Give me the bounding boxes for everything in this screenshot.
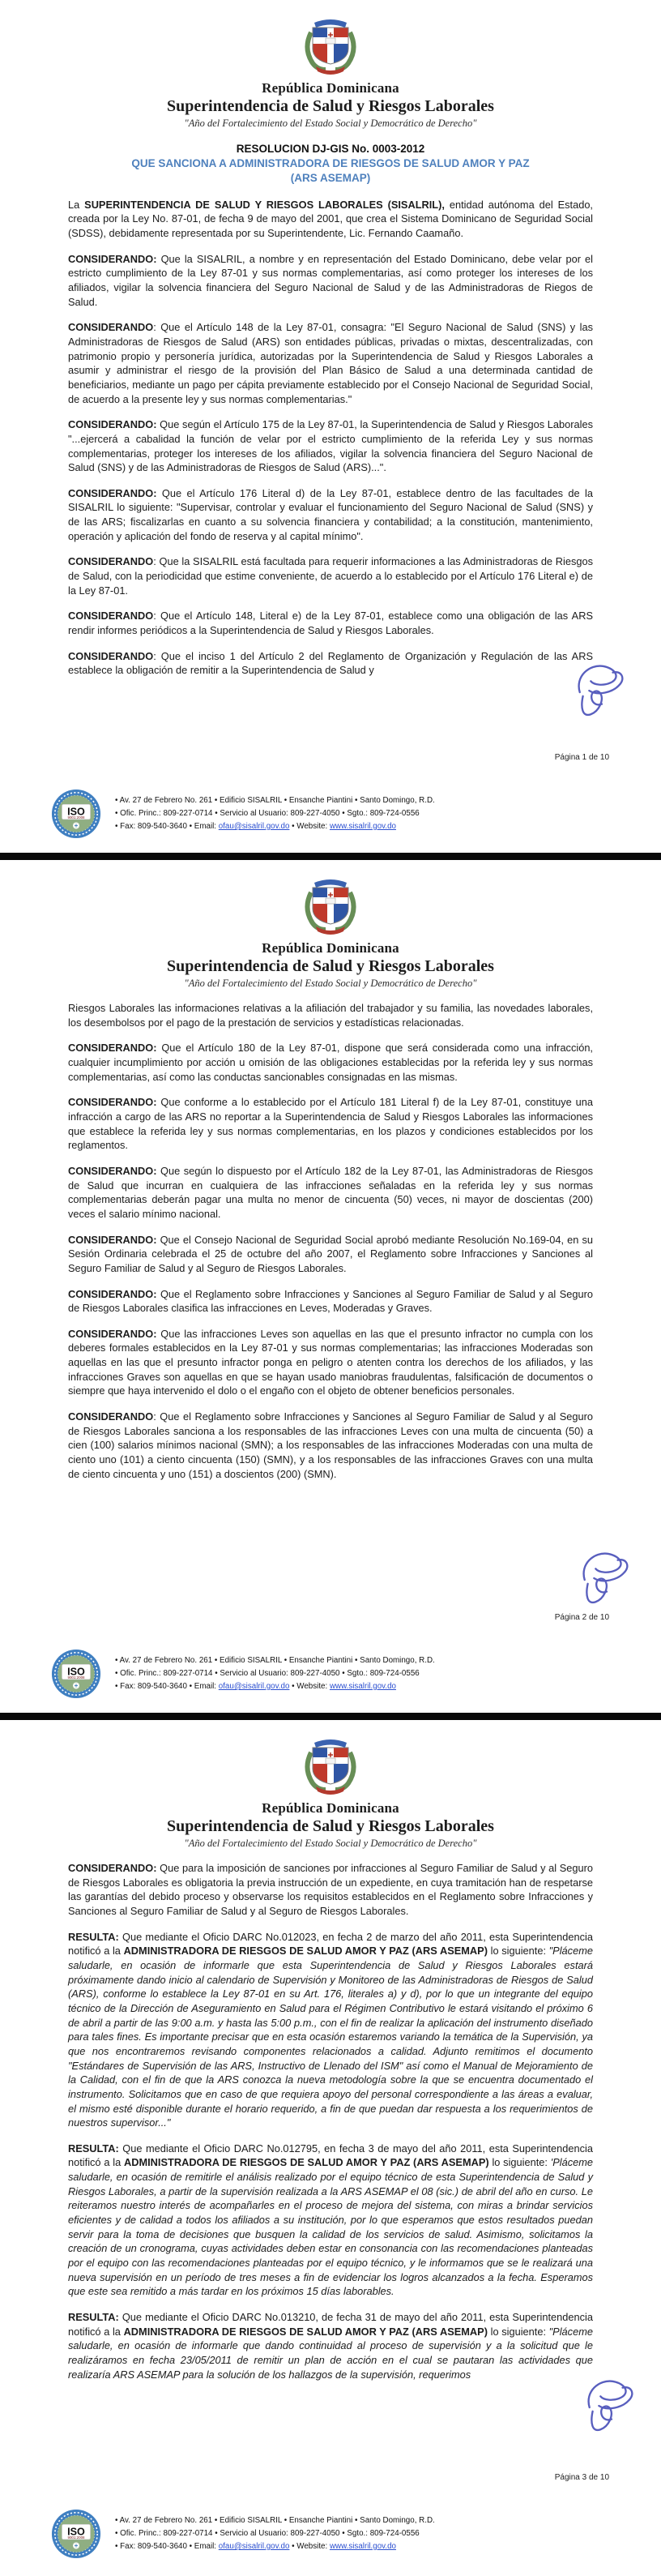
page-number: Página 2 de 10 (554, 1613, 609, 1622)
text-run: "Pláceme saludarle, en ocasión de informarle que esta Superintendencia de Salud y Riesgos Laborales estará próximamente dando inicio al calendario de Supervisión y Monitoreo de las Administradoras de Riesgos de Salud (ARS), conforme lo establece la Ley 87-01 en su Art. 176, literales a) y d), por lo que un integrante del equipo técnico de la Dirección de Aseguramiento en Salud para el Régimen Contributivo le estará visitando el próximo 6 de abril a partir de las 9:00 a.m. y hasta las 5:00 p.m., con el fin de realizar la aplicación del instrumento diseñado para tales fines. Es importante precisar que en esta ocasión estaremos variando la temática de la Supervisión, ya que nos encontraremos revisando componentes relacionados a calidad. Adjunto remitimos el documento "Estándares de Supervisión de las ARS, Instructivo de Llenado del ISM" así como el Manual de Mejoramiento de la Calidad, con el fin de que la ARS conozca la nueva metodología sobre la que se encuentra documentado el instrumento. Solicitamos que en caso de que requiera apoyo del personal correspondiente a las áreas a evaluar, el mismo esté disponible durante el horario requerido, a fin de que puedan dar respuesta a los requerimientos de nuestros supervisor..." (68, 1945, 593, 2129)
text-run: : Que la SISALRIL está facultada para requerir informaciones a las Administradoras de Riesgos de Salud, con la periodicidad que estime conveniente, de acuerdo a lo establecido por el Artículo 176 Literal e) de la Ley 87-01. (68, 555, 593, 597)
footer-link[interactable]: ofau@sisalril.gov.do (218, 821, 290, 831)
text-run: RESULTA: (68, 2311, 119, 2324)
paragraph (68, 1287, 593, 1316)
iso-9001-badge-icon (50, 2508, 102, 2560)
institution-title: Superintendencia de Salud y Riesgos Laborales (167, 97, 494, 115)
text-run: • Website: (289, 2541, 330, 2551)
resolution-title-block (0, 142, 661, 186)
text-run: La (68, 198, 85, 211)
text-run: "Pláceme saludarle, en ocasión de informarle que dando continuidad al proceso de supervisión y a la solicitud que le realizáramos en fecha 23/05/2011 de remitir un plan de acción en el cual se pautaran las actividades que realizaría ARS ASEMAP para la solución de los hallazgos de la supervisión, requerimos (68, 2325, 593, 2381)
text-run: Que mediante el Oficio DARC No.013210, de fecha 31 de mayo del año 2011, esta Superintendencia notificó a la (68, 2311, 593, 2338)
footer-line-3 (115, 2540, 435, 2553)
page-header (0, 860, 661, 990)
scan-page-divider (0, 853, 661, 860)
text-run: CONSIDERANDO: (68, 1164, 157, 1177)
text-run: CONSIDERANDO: (68, 1287, 157, 1300)
text-run: Que las infracciones Leves son aquellas en las que el presunto infractor no cumpla con los deberes formales establecidos en la Ley 87-01 y sus normas complementarias; las infracciones Moderadas son aquellas en las que el presunto infractor ponga en peligro o atenten contra los derechos de los afiliados, y las infracciones Graves son aquellas en que se hayan usado maniobras fraudulentas, falsificación de documentos o siempre que haya intervenido el dolo o el engaño con el objeto de obtener beneficios personales. (68, 1327, 593, 1397)
text-run: • Fax: 809-540-3640 • Email: (115, 1681, 219, 1691)
paragraph (68, 649, 593, 678)
text-run: Que mediante el Oficio DARC No.012023, en fecha 2 de marzo del año 2011, esta Superintendencia notificó a la (68, 1930, 593, 1958)
document-page-3 (0, 1720, 661, 2573)
page-number: Página 1 de 10 (554, 753, 609, 762)
footer-address (115, 794, 435, 832)
paragraph (68, 320, 593, 406)
footer-line-2: • Ofic. Princ.: 809-227-0714 • Servicio al Usuario: 809-227-4050 • Sgto.: 809-724-0556 (115, 1669, 420, 1679)
paragraph (68, 417, 593, 475)
text-run: Que el Artículo 176 Literal d) de la Ley 87-01, establece dentro de las facultades de la SISALRIL lo siguiente: "Supervisar, controlar y evaluar el funcionamiento del Seguro Nacional de Salud (SNS) y de las ARS; fiscalizarlas en cuanto a su solvencia financiera y contabilidad; a la constitución, mantenimiento, operación y aplicación del fondo de reserva y al capital mínimo". (68, 486, 593, 542)
paragraph (68, 1930, 593, 2130)
paragraph (68, 609, 593, 637)
signature-initials-icon (577, 1546, 633, 1614)
text-run: CONSIDERANDO: (68, 252, 157, 265)
document-page-1 (0, 0, 661, 853)
text-run: : Que el Artículo 148 de la Ley 87-01, consagra: "El Seguro Nacional de Salud (SNS) y las Administradoras de Riesgos de Salud (ARS) son entidades públicas, privadas o mixtas, descentralizadas, con patrimonio propio y personería jurídica, autorizadas por la Superintendencia de Salud y Riesgos Laborales a asumir y administrar el riesgo de la provisión del Plan Básico de Salud a una determinada cantidad de beneficiarios, mediante un pago per cápita previamente establecido por el Consejo Nacional de Seguridad Social, de acuerdo a la presente ley y sus normas complementarias." (68, 321, 593, 405)
signature-initials-icon (582, 2373, 638, 2441)
paragraph (68, 486, 593, 544)
footer-link[interactable]: www.sisalril.gov.do (329, 2541, 396, 2551)
text-run: • Fax: 809-540-3640 • Email: (115, 821, 219, 831)
text-run: ADMINISTRADORA DE RIESGOS DE SALUD AMOR Y PAZ (ARS ASEMAP) (123, 2156, 489, 2169)
text-run: : Que el Artículo 148, Literal e) de la Ley 87-01, establece como una obligación de las ARS rendir informes periódicos a la Superintendencia de Salud y Riesgos Laborales. (68, 610, 593, 637)
institution-title: Superintendencia de Salud y Riesgos Laborales (167, 957, 494, 975)
dominican-coat-of-arms-icon (305, 16, 356, 76)
resolution-subject-line1: QUE SANCIONA A ADMINISTRADORA DE RIESGOS DE SALUD AMOR Y PAZ (131, 157, 530, 170)
institution-motto: "Año del Fortalecimiento del Estado Social y Democrático de Derecho" (184, 978, 477, 989)
footer-line-1: • Av. 27 de Febrero No. 261 • Edificio SISALRIL • Ensanche Piantini • Santo Domingo, R.D. (115, 796, 435, 806)
text-run: CONSIDERANDO (68, 610, 154, 623)
iso-9001-badge-icon (50, 1648, 102, 1700)
text-run: Que el Consejo Nacional de Seguridad Social aprobó mediante Resolución No.169-04, en su Sesión Ordinaria celebrada el 25 de octubre del año 2007, el Reglamento sobre Infracciones y Sanciones al Seguro Familiar de Salud y al Seguro de Riesgos Laborales. (68, 1233, 593, 1274)
text-run: • Fax: 809-540-3640 • Email: (115, 2541, 219, 2551)
text-run: RESULTA: (68, 1930, 119, 1943)
text-run: Que para la imposición de sanciones por infracciones al Seguro Familiar de Salud y al Seguro de Riesgos Laborales es obligatoria la previa instrucción de un expediente, en cuya tramitación han de respetarse las garantías del debido proceso y observarse los requisitos establecidos en el Reglamento sobre Infracciones y Sanciones al Seguro Familiar de Salud y al Seguro de Riesgos Laborales. (68, 1862, 593, 1917)
text-run: : Que el Reglamento sobre Infracciones y Sanciones al Seguro Familiar de Salud y al Seguro de Riesgos Laborales sanciona a los responsables de las infracciones Leves con una multa de cincuenta (50) a cien (100) salarios mínimos nacional (SMN); a los responsables de las infracciones Moderadas con una multa de ciento uno (101) a ciento cincuenta (150) (SMN), y a los responsables de las infracciones Graves con una multa de ciento cincuenta y uno (151) a doscientos (200) (SMN). (68, 1410, 593, 1480)
text-run: CONSIDERANDO: (68, 486, 157, 499)
text-run: CONSIDERANDO: (68, 1327, 157, 1340)
text-run: CONSIDERANDO (68, 555, 154, 568)
scan-page-divider (0, 1713, 661, 1720)
paragraph (68, 1327, 593, 1398)
text-run: Que mediante el Oficio DARC No.012795, en fecha 3 de mayo del año 2011, esta Superintendencia notificó a la (68, 2142, 593, 2169)
text-run: 'Pláceme saludarle, en ocasión de remitirle el análisis realizado por el equipo técnico de esta Superintendencia de Salud y Riesgos Laborales, a partir de la supervisión realizada a la ARS ASEMAP el 08 (sic.) de abril del año en curso. Le reiteramos nuestro interés de acompañarles en el proceso de mejora del sistema, con miras a brindar servicios eficientes y de calidad a todos los afiliados a su institución, por lo que esperamos que estos resultados puedan servir para la toma de decisiones que busquen la calidad de los servicios de salud. Asimismo, solicitamos la creación de un cronograma, cuyas actividades deben estar en consonancia con las recomendaciones planteadas por el equipo con las recomendaciones planteadas por el equipo técnico, y le informamos que se le realizará una nueva supervisión en un período de tres meses a fin de evidenciar los logros alcanzados a la fecha. Esperamos que este sea remitido a más tardar en los próximos 15 días laborables. (68, 2156, 593, 2298)
footer-line-1: • Av. 27 de Febrero No. 261 • Edificio SISALRIL • Ensanche Piantini • Santo Domingo, R.D. (115, 2516, 435, 2526)
paragraph (68, 2142, 593, 2299)
paragraph (68, 554, 593, 597)
institution-title: Superintendencia de Salud y Riesgos Laborales (167, 1817, 494, 1835)
page-2-body (0, 1001, 661, 1481)
country-title: República Dominicana (262, 80, 399, 96)
page-footer (50, 1648, 435, 1700)
page-header (0, 0, 661, 130)
resolution-number: RESOLUCION DJ-GIS No. 0003-2012 (236, 143, 425, 155)
text-run: CONSIDERANDO (68, 321, 154, 334)
paragraph (68, 252, 593, 310)
paragraph (68, 198, 593, 241)
text-run: SUPERINTENDENCIA DE SALUD Y RIESGOS LABORALES (SISALRIL), (84, 198, 445, 211)
dominican-coat-of-arms-icon (305, 876, 356, 936)
paragraph (68, 1095, 593, 1153)
paragraph (68, 1410, 593, 1481)
text-run: Que según lo dispuesto por el Artículo 182 de la Ley 87-01, las Administradoras de Riesgos de Salud que incurran en cualquiera de las infracciones señaladas en la referida ley y sus normas complementarias deberán pagar una multa no menor de cincuenta (50) veces, ni mayor de doscientas (200) veces el salario mínimo nacional. (68, 1164, 593, 1220)
footer-line-3 (115, 820, 435, 833)
dominican-coat-of-arms-icon (305, 1736, 356, 1796)
institution-motto: "Año del Fortalecimiento del Estado Social y Democrático de Derecho" (184, 1838, 477, 1849)
text-run: : Que el inciso 1 del Artículo 2 del Reglamento de Organización y Regulación de las ARS establece la obligación de remitir a la Superintendencia de Salud y (68, 649, 593, 677)
footer-line-1: • Av. 27 de Febrero No. 261 • Edificio SISALRIL • Ensanche Piantini • Santo Domingo, R.D. (115, 1656, 435, 1666)
text-run: lo siguiente: (488, 2156, 551, 2169)
paragraph (68, 1001, 593, 1029)
paragraph (68, 1233, 593, 1276)
footer-address (115, 1654, 435, 1692)
text-run: entidad autónoma del Estado, creada por la Ley No. 87-01, de fecha 9 de mayo del 2001, que crea el Sistema Dominicano de Seguridad Social (SDSS), debidamente representada por su Superintendente, Lic. Fernando Caamaño. (68, 198, 593, 239)
text-run: CONSIDERANDO: (68, 418, 157, 431)
page-1-body (0, 198, 661, 678)
text-run: CONSIDERANDO (68, 1410, 154, 1423)
text-run: RESULTA: (68, 2142, 119, 2155)
iso-9001-badge-icon (50, 788, 102, 840)
footer-link[interactable]: www.sisalril.gov.do (329, 821, 396, 831)
text-run: • Website: (289, 1681, 330, 1691)
paragraph (68, 1861, 593, 1919)
text-run: lo siguiente: (487, 2325, 549, 2338)
text-run: CONSIDERANDO: (68, 1233, 157, 1246)
text-run: CONSIDERANDO: (68, 1862, 157, 1874)
footer-link[interactable]: www.sisalril.gov.do (329, 1681, 396, 1691)
text-run: lo siguiente: (487, 1945, 549, 1958)
country-title: República Dominicana (262, 1800, 399, 1816)
document-page-2 (0, 860, 661, 1713)
footer-link[interactable]: ofau@sisalril.gov.do (218, 1681, 290, 1691)
text-run: Que conforme a lo establecido por el Artículo 181 Literal f) de la Ley 87-01, constituye una infracción a cargo de las ARS no reportar a la Superintendencia de Salud y Riesgos Laborales las informaciones que establece la referida ley y sus normas complementarias, en los plazos y condiciones establecidos por los reglamentos. (68, 1096, 593, 1152)
footer-address (115, 2514, 435, 2552)
text-run: CONSIDERANDO: (68, 1096, 157, 1109)
text-run: ADMINISTRADORA DE RIESGOS DE SALUD AMOR Y PAZ (ARS ASEMAP) (123, 2325, 488, 2338)
text-run: Riesgos Laborales las informaciones relativas a la afiliación del trabajador y su familia, las novedades laborales, los desembolsos por el pago de la prestación de servicios y estadísticas relacionadas. (68, 1002, 593, 1029)
text-run: • Website: (289, 821, 330, 831)
page-number: Página 3 de 10 (554, 2473, 609, 2482)
text-run: CONSIDERANDO (68, 649, 154, 662)
text-run: ADMINISTRADORA DE RIESGOS DE SALUD AMOR Y PAZ (ARS ASEMAP) (123, 1945, 488, 1958)
text-run: Que según el Artículo 175 de la Ley 87-01, la Superintendencia de Salud y Riesgos Laborales "...ejercerá a cabalidad la función de velar por el estricto cumplimiento de la referida Ley y sus normas complementarias, proteger los intereses de los afiliados, vigilar la solvencia financiera del Seguro Nacional de Salud (SNS) y de las Administradoras de Riesgos de Salud (ARS)...". (68, 418, 593, 474)
page-3-body (0, 1861, 661, 2381)
footer-line-2: • Ofic. Princ.: 809-227-0714 • Servicio al Usuario: 809-227-4050 • Sgto.: 809-724-0556 (115, 2529, 420, 2539)
resolution-subject-line2: (ARS ASEMAP) (290, 172, 371, 185)
paragraph (68, 1041, 593, 1084)
footer-line-2: • Ofic. Princ.: 809-227-0714 • Servicio al Usuario: 809-227-4050 • Sgto.: 809-724-0556 (115, 809, 420, 819)
page-footer (50, 788, 435, 840)
text-run: Que el Artículo 180 de la Ley 87-01, dispone que será considerada como una infracción, cualquier incumplimiento por acción u omisión de las obligaciones establecidas por la referida ley y sus normas complementarias, así como las conductas sancionables consignadas en las mismas. (68, 1042, 593, 1083)
footer-link[interactable]: ofau@sisalril.gov.do (218, 2541, 290, 2551)
paragraph (68, 2310, 593, 2381)
paragraph (68, 1164, 593, 1222)
text-run: Que el Reglamento sobre Infracciones y Sanciones al Seguro Familiar de Salud y al Seguro de Riesgos Laborales clasifica las infracciones en Leves, Moderadas y Graves. (68, 1287, 593, 1315)
text-run: Que la SISALRIL, a nombre y en representación del Estado Dominicano, debe velar por el estricto cumplimiento de la Ley 87-01 y sus normas complementarias, así como proteger los intereses de los afiliados, vigilar la solvencia financiera del Seguro Nacional de Salud y de las Administradoras de Riegos de Salud. (68, 252, 593, 308)
footer-line-3 (115, 1680, 435, 1693)
page-header (0, 1720, 661, 1850)
page-footer (50, 2508, 435, 2560)
institution-motto: "Año del Fortalecimiento del Estado Social y Democrático de Derecho" (184, 118, 477, 129)
country-title: República Dominicana (262, 940, 399, 956)
text-run: CONSIDERANDO: (68, 1042, 157, 1055)
